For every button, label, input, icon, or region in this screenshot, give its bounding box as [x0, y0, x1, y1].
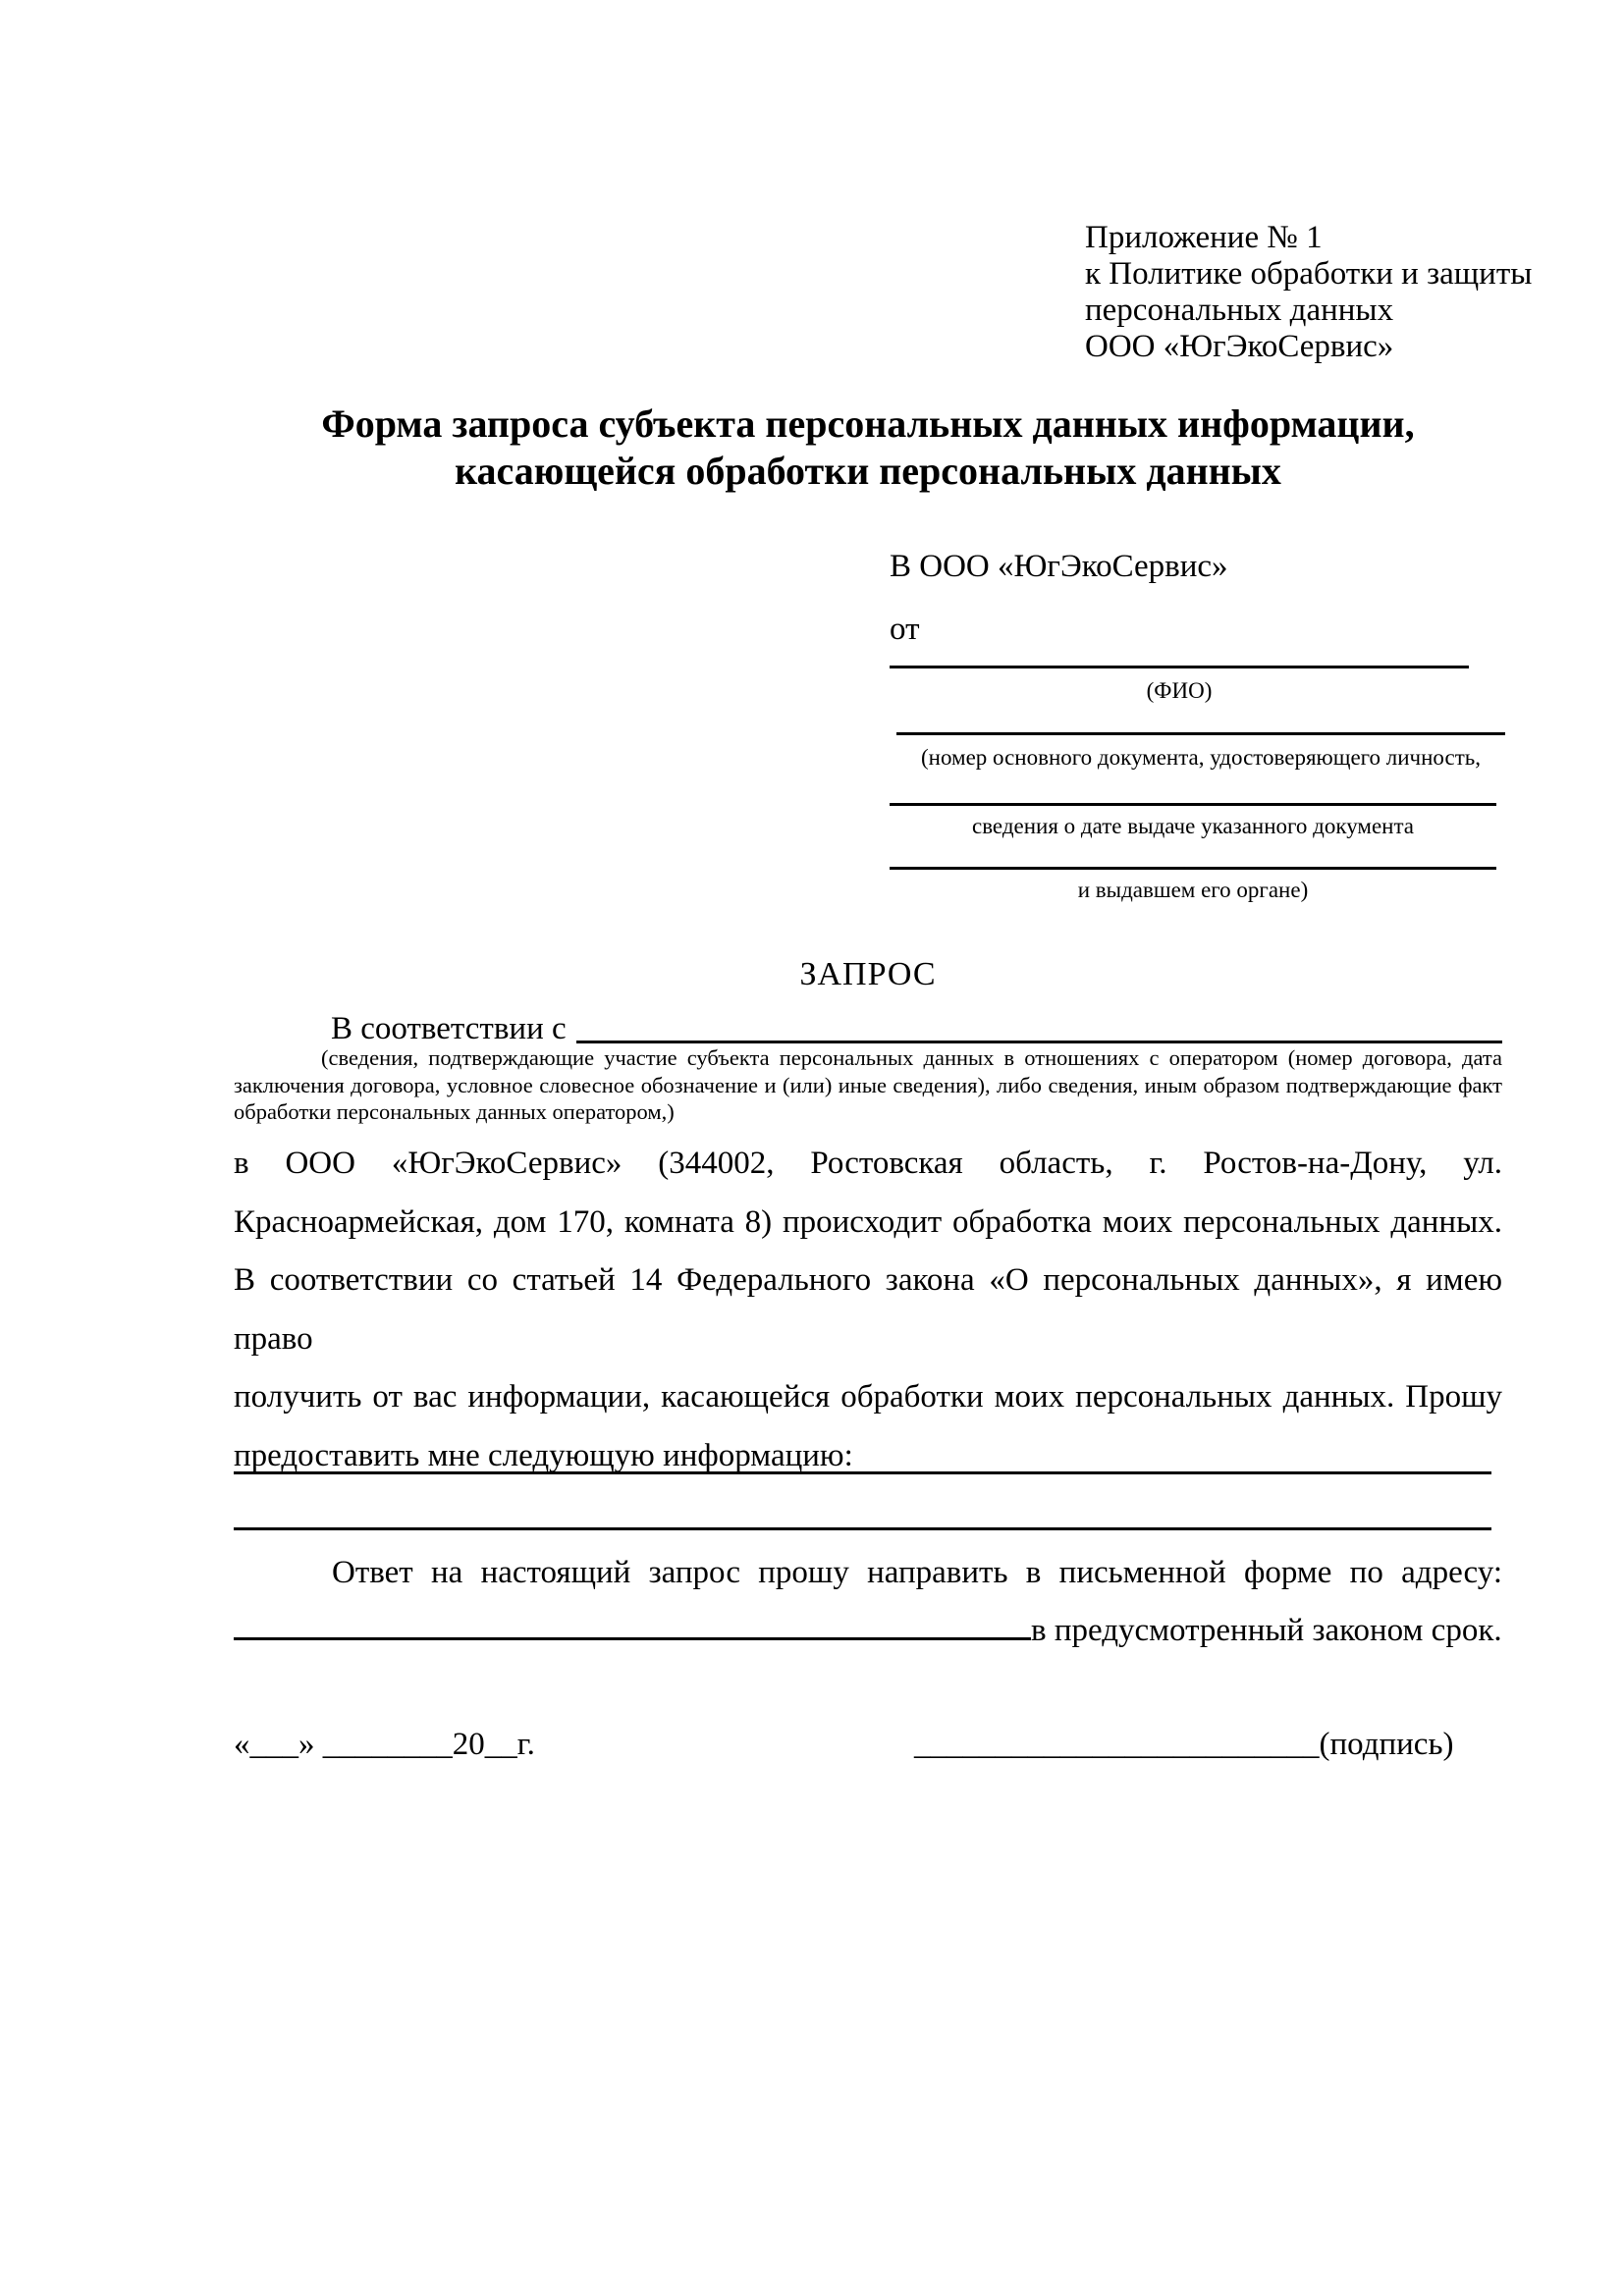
form-title-line-2: касающейся обработки персональных данных: [455, 449, 1281, 493]
annex-line-2: к Политике обработки и защиты: [1085, 256, 1533, 292]
reply-line: Ответ на настоящий запрос прошу направить в письменной форме по адресу:: [332, 1555, 1502, 1590]
annex-block: [1085, 220, 1532, 365]
answer-blank-line-2[interactable]: [234, 1527, 1491, 1530]
from-label: от: [890, 612, 920, 647]
fio-caption: (ФИО): [1146, 678, 1213, 703]
annex-line-3: персональных данных: [1085, 293, 1394, 328]
signature-row: [914, 1724, 1454, 1765]
doc-number-caption: (номер основного документа, удостоверяющего личность,: [920, 745, 1481, 770]
issue-date-caption: сведения о дате выдаче указанного документа: [971, 814, 1415, 838]
issue-date-blank-line[interactable]: [890, 803, 1496, 806]
note-line-2: заключения договора, условное словесное обозначение и (или) иные сведения), либо сведения, иным образом подтверждающие факт: [234, 1072, 1502, 1097]
body-line-1: в ООО «ЮгЭкоСервис» (344002, Ростовская область, г. Ростов-на-Дону, ул.: [234, 1146, 1502, 1181]
body-line-4: получить от вас информации, касающейся обработки моих персональных данных. Прошу: [234, 1379, 1502, 1415]
request-heading: ЗАПРОС: [799, 956, 937, 992]
fio-blank-line[interactable]: [890, 666, 1469, 668]
body-paragraph: [234, 1135, 1502, 1485]
annex-line-4: ООО «ЮгЭкоСервис»: [1085, 329, 1394, 364]
issue-org-caption: и выдавшем его органе): [1077, 878, 1309, 902]
intro-note: [234, 1044, 1502, 1126]
signature-label: (подпись): [1319, 1727, 1454, 1762]
intro-blank-line[interactable]: [576, 1008, 1502, 1043]
address-blank-line[interactable]: [234, 1608, 1031, 1640]
note-line-1: (сведения, подтверждающие участие субъекта персональных данных в отношениях с оператором (номер договора, дата: [321, 1045, 1502, 1070]
doc-number-blank-line[interactable]: [896, 732, 1505, 735]
form-title-line-1: Форма запроса субъекта персональных данных информации,: [321, 401, 1415, 446]
recipient-org: В ООО «ЮгЭкоСервис»: [890, 549, 1228, 584]
note-line-3: обработки персональных данных оператором,): [234, 1099, 675, 1124]
signature-blank-line[interactable]: _________________________: [914, 1727, 1320, 1762]
reply-deadline: в предусмотренный законом срок.: [1031, 1613, 1502, 1648]
answer-blank-line-1[interactable]: [234, 1471, 1491, 1474]
reply-address-line: [234, 1608, 1502, 1651]
date-blank[interactable]: «___» ________20__г.: [234, 1727, 535, 1762]
intro-lead: В соответствии с: [331, 1011, 567, 1046]
annex-line-1: Приложение № 1: [1085, 220, 1323, 255]
issue-org-blank-line[interactable]: [890, 867, 1496, 870]
body-line-5: предоставить мне следующую информацию:: [234, 1437, 853, 1473]
body-line-2: Красноармейская, дом 170, комната 8) происходит обработка моих персональных данных.: [234, 1203, 1502, 1240]
form-title: [234, 400, 1502, 495]
intro-line: [234, 1008, 1502, 1049]
body-line-3: В соответствии со статьей 14 Федерального закона «О персональных данных», я имею право: [234, 1262, 1502, 1357]
